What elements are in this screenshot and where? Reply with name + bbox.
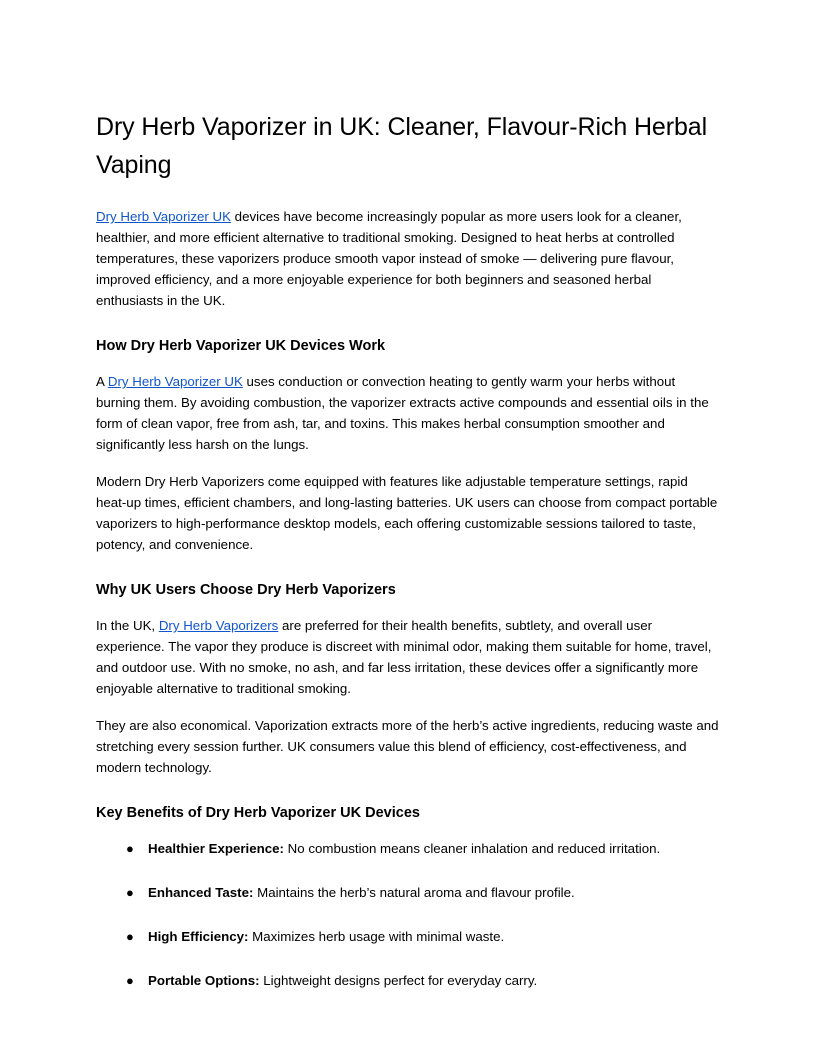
list-item-text: Maintains the herb’s natural aroma and flavour profile. (253, 885, 575, 900)
section1-link[interactable]: Dry Herb Vaporizer UK (107, 374, 243, 389)
bullet-icon: ● (126, 885, 134, 900)
benefits-list (96, 838, 720, 991)
list-item-text: No combustion means cleaner inhalation and reduced irritation. (283, 841, 661, 856)
list-item-text: Lightweight designs perfect for everyday carry. (259, 973, 538, 988)
section-heading-why-uk-users: Why UK Users Choose Dry Herb Vaporizers (96, 582, 396, 598)
list-item-lead: Healthier Experience: (148, 841, 284, 856)
section1-p1-pre: A (96, 374, 108, 389)
page-title: Dry Herb Vaporizer in UK: Cleaner, Flavour-Rich Herbal Vaping (96, 113, 708, 179)
bullet-icon: ● (126, 841, 134, 856)
bullet-icon: ● (126, 973, 134, 988)
list-item (126, 882, 720, 903)
section2-p1-pre: In the UK, (96, 618, 159, 633)
section2-link[interactable]: Dry Herb Vaporizers (158, 618, 279, 633)
list-item-text: Maximizes herb usage with minimal waste. (248, 929, 505, 944)
section-heading-how-it-works: How Dry Herb Vaporizer UK Devices Work (96, 338, 386, 354)
intro-link[interactable]: Dry Herb Vaporizer UK (96, 209, 231, 224)
section-heading-key-benefits: Key Benefits of Dry Herb Vaporizer UK Devices (96, 805, 420, 821)
list-item (126, 838, 720, 859)
section2-p1-post: are preferred for their health benefits, subtlety, and overall user experience. The vapor they produce is discreet with minimal odor, making them suitable for home, travel, and outdoor use. With no smoke, no ash, and far less irritation, these devices offer a significantly more enjoyable alternative to traditional smoking. (96, 618, 712, 696)
section1-p1-post: uses conduction or convection heating to gently warm your herbs without burning them. By avoiding combustion, the vaporizer extracts active compounds and essential oils in the form of clean vapor, free from ash, tar, and toxins. This makes herbal consumption smoother and significantly less harsh on the lungs. (96, 374, 709, 452)
list-item (126, 970, 720, 991)
section1-paragraph-1 (96, 371, 720, 455)
section2-paragraph-1 (96, 615, 720, 699)
list-item-lead: High Efficiency: (148, 929, 249, 944)
bullet-icon: ● (126, 929, 134, 944)
section2-paragraph-2: They are also economical. Vaporization extracts more of the herb’s active ingredients, reducing waste and stretching every session further. UK consumers value this blend of efficiency, cost-effectiveness, and modern technology. (96, 718, 719, 775)
list-item-lead: Portable Options: (148, 973, 260, 988)
intro-paragraph (96, 206, 720, 311)
list-item-lead: Enhanced Taste: (148, 885, 254, 900)
section1-paragraph-2: Modern Dry Herb Vaporizers come equipped with features like adjustable temperature settings, rapid heat-up times, efficient chambers, and long-lasting batteries. UK users can choose from compact portable vaporizers to high-performance desktop models, each offering customizable sessions tailored to taste, potency, and convenience. (96, 474, 718, 552)
intro-text: devices have become increasingly popular as more users look for a cleaner, healthier, and more efficient alternative to traditional smoking. Designed to heat herbs at controlled temperatures, these vaporizers produce smooth vapor instead of smoke — delivering pure flavour, improved efficiency, and a more enjoyable experience for both beginners and seasoned herbal enthusiasts in the UK. (96, 209, 682, 308)
list-item (126, 926, 720, 947)
